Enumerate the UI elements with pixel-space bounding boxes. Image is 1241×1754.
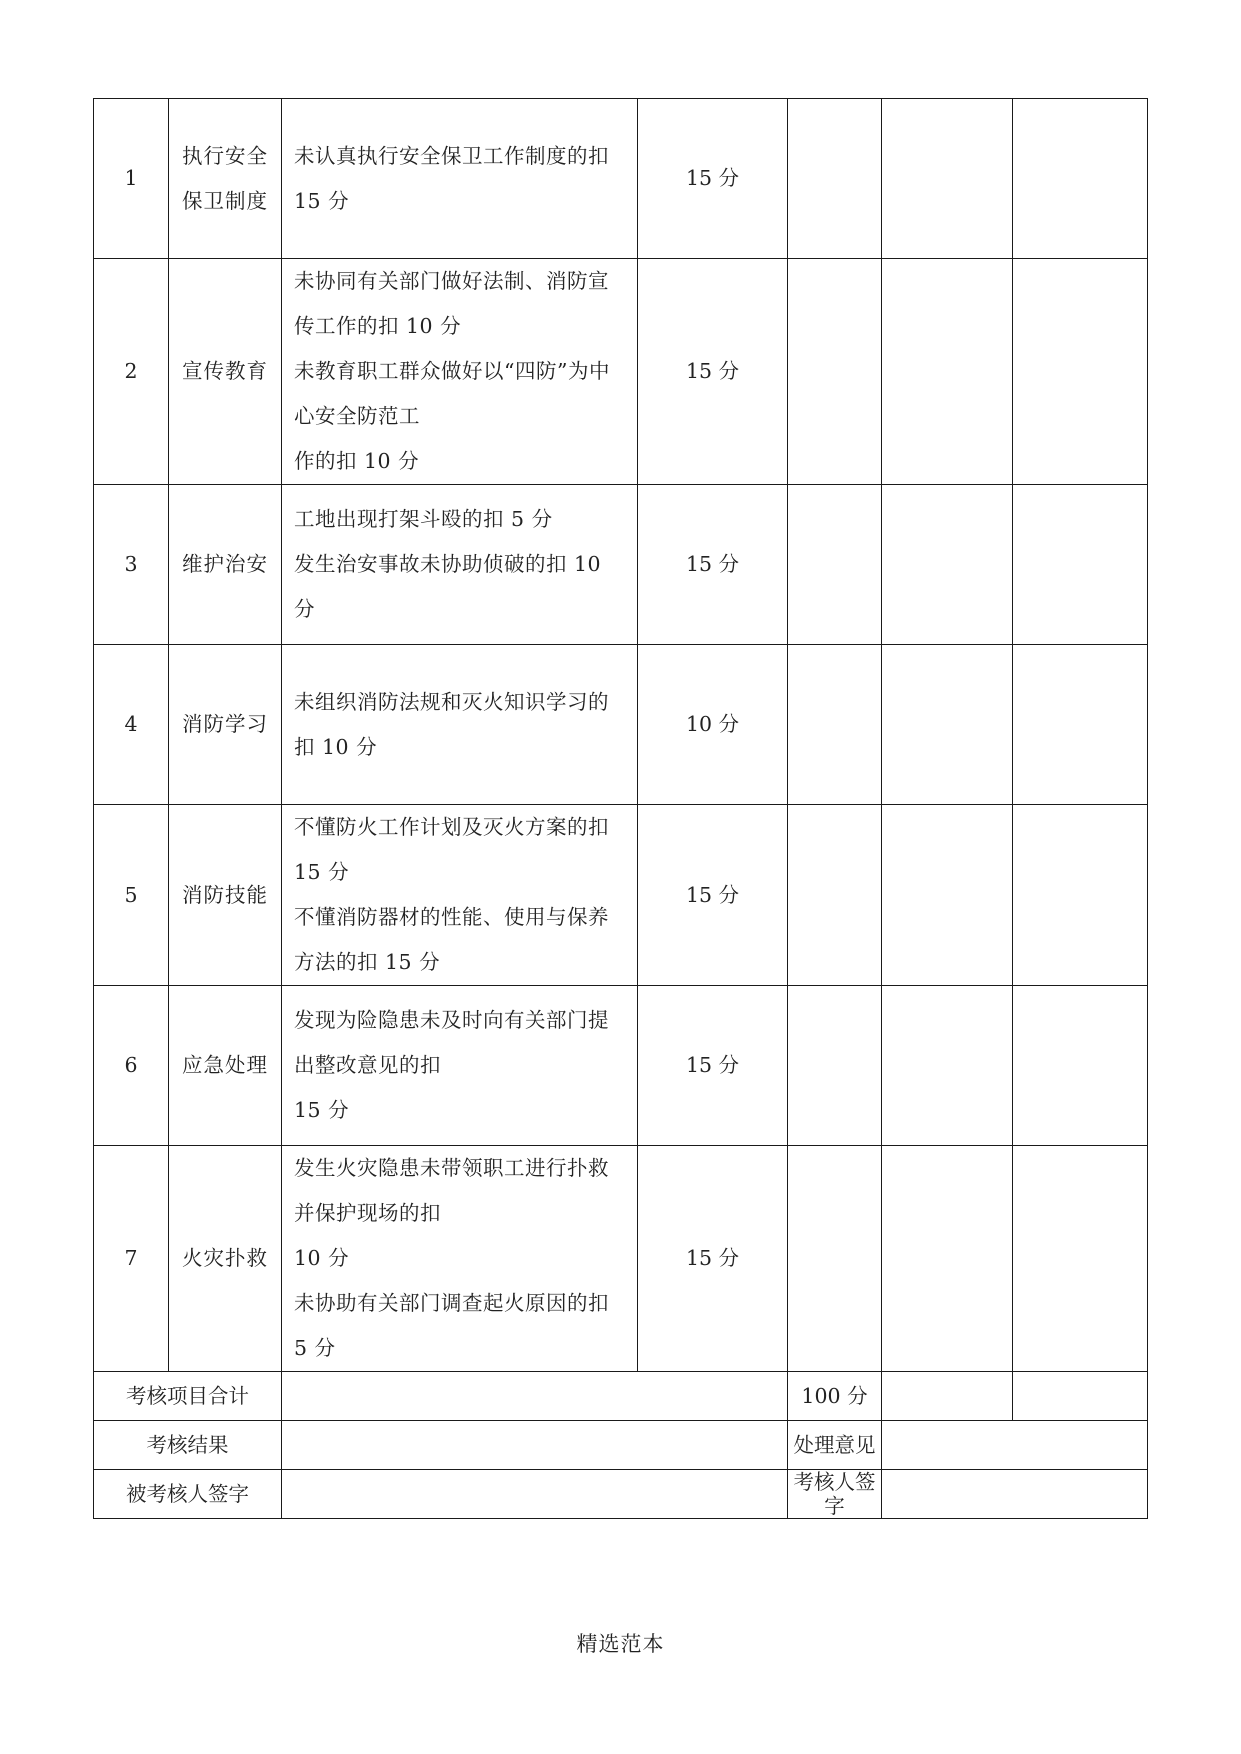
- row-note-cell[interactable]: [1013, 99, 1148, 259]
- row-deduction-cell[interactable]: [788, 259, 882, 485]
- row-number: 3: [94, 485, 169, 645]
- assessor-signature-cell[interactable]: [882, 1470, 1148, 1519]
- table-row: [94, 1146, 1148, 1372]
- row-result-cell[interactable]: [882, 99, 1013, 259]
- row-number: 7: [94, 1146, 169, 1372]
- row-standard-line: 不懂防火工作计划及灭火方案的扣 15 分: [294, 815, 609, 884]
- opinion-label: 处理意见: [788, 1421, 882, 1470]
- row-item-name: 应急处理: [169, 986, 282, 1146]
- row-note-cell[interactable]: [1013, 645, 1148, 805]
- row-item-name: 宣传教育: [169, 259, 282, 485]
- row-standard-line: 未协同有关部门做好法制、消防宣传工作的扣 10 分: [294, 269, 609, 338]
- row-standard-line: 未组织消防法规和灭火知识学习的扣 10 分: [294, 689, 609, 759]
- total-row: [94, 1372, 1148, 1421]
- table-row: [94, 986, 1148, 1146]
- row-note-cell[interactable]: [1013, 259, 1148, 485]
- row-result-cell[interactable]: [882, 805, 1013, 986]
- assessor-signature-label: 考核人签字: [788, 1470, 882, 1519]
- table-row: [94, 805, 1148, 986]
- row-number: 6: [94, 986, 169, 1146]
- row-standard-line: 15 分: [294, 1098, 350, 1122]
- row-item-name: 维护治安: [169, 485, 282, 645]
- result-row: [94, 1421, 1148, 1470]
- assessment-rows: [94, 99, 1148, 1372]
- row-standard-line: 发生治安事故未协助侦破的扣 10 分: [294, 552, 602, 621]
- row-standard-line: 发生火灾隐患未带领职工进行扑救并保护现场的扣: [294, 1156, 609, 1225]
- row-standard-line: 工地出现打架斗殴的扣 5 分: [294, 507, 553, 531]
- row-number: 2: [94, 259, 169, 485]
- row-number: 5: [94, 805, 169, 986]
- row-item-name: 火灾扑救: [169, 1146, 282, 1372]
- row-result-cell[interactable]: [882, 1146, 1013, 1372]
- row-number: 4: [94, 645, 169, 805]
- row-deduction-cell[interactable]: [788, 986, 882, 1146]
- row-deduction-cell[interactable]: [788, 485, 882, 645]
- row-score: 15 分: [638, 1146, 788, 1372]
- row-item-name: 消防技能: [169, 805, 282, 986]
- total-result-cell[interactable]: [882, 1372, 1013, 1421]
- row-deduction-cell[interactable]: [788, 99, 882, 259]
- row-standard-line: 作的扣 10 分: [294, 449, 420, 473]
- row-standard: [282, 1146, 638, 1372]
- total-score: 100 分: [788, 1372, 882, 1421]
- row-score: 15 分: [638, 805, 788, 986]
- row-standard: [282, 986, 638, 1146]
- row-note-cell[interactable]: [1013, 986, 1148, 1146]
- row-score: 15 分: [638, 259, 788, 485]
- row-number: 1: [94, 99, 169, 259]
- row-deduction-cell[interactable]: [788, 645, 882, 805]
- row-score: 15 分: [638, 986, 788, 1146]
- row-item-name-line: 执行安全: [182, 143, 268, 168]
- row-result-cell[interactable]: [882, 485, 1013, 645]
- assessee-signature-cell[interactable]: [282, 1470, 788, 1519]
- row-standard: [282, 99, 638, 259]
- table-row: [94, 259, 1148, 485]
- row-result-cell[interactable]: [882, 259, 1013, 485]
- table-row: [94, 99, 1148, 259]
- opinion-value-cell[interactable]: [882, 1421, 1148, 1470]
- row-standard: [282, 485, 638, 645]
- row-note-cell[interactable]: [1013, 1146, 1148, 1372]
- assessment-table: [93, 98, 1148, 1519]
- table-row: [94, 485, 1148, 645]
- total-standard-cell: [282, 1372, 788, 1421]
- row-standard-line: 未协助有关部门调查起火原因的扣 5 分: [294, 1291, 609, 1360]
- signature-row: [94, 1470, 1148, 1519]
- row-result-cell[interactable]: [882, 645, 1013, 805]
- row-note-cell[interactable]: [1013, 805, 1148, 986]
- row-result-cell[interactable]: [882, 986, 1013, 1146]
- row-standard: [282, 645, 638, 805]
- row-item-name-line: 保卫制度: [182, 188, 268, 213]
- total-note-cell[interactable]: [1013, 1372, 1148, 1421]
- row-standard-line: 未认真执行安全保卫工作制度的扣 15 分: [294, 143, 609, 213]
- row-item-name: [169, 99, 282, 259]
- row-note-cell[interactable]: [1013, 485, 1148, 645]
- row-score: 10 分: [638, 645, 788, 805]
- row-standard: [282, 259, 638, 485]
- row-score: 15 分: [638, 485, 788, 645]
- total-label: 考核项目合计: [94, 1372, 282, 1421]
- row-deduction-cell[interactable]: [788, 1146, 882, 1372]
- row-deduction-cell[interactable]: [788, 805, 882, 986]
- row-standard: [282, 805, 638, 986]
- row-standard-line: 10 分: [294, 1246, 350, 1270]
- row-standard-line: 不懂消防器材的性能、使用与保养方法的扣 15 分: [294, 905, 609, 974]
- row-score: 15 分: [638, 99, 788, 259]
- row-standard-line: 未教育职工群众做好以“四防”为中心安全防范工: [294, 359, 610, 428]
- table-row: [94, 645, 1148, 805]
- assessee-signature-label: 被考核人签字: [94, 1470, 282, 1519]
- row-item-name: 消防学习: [169, 645, 282, 805]
- assessment-form: [93, 98, 1147, 1519]
- page-footer: 精选范本: [576, 1632, 665, 1656]
- row-standard-line: 发现为险隐患未及时向有关部门提出整改意见的扣: [294, 1008, 609, 1077]
- result-value-cell[interactable]: [282, 1421, 788, 1470]
- result-label: 考核结果: [94, 1421, 282, 1470]
